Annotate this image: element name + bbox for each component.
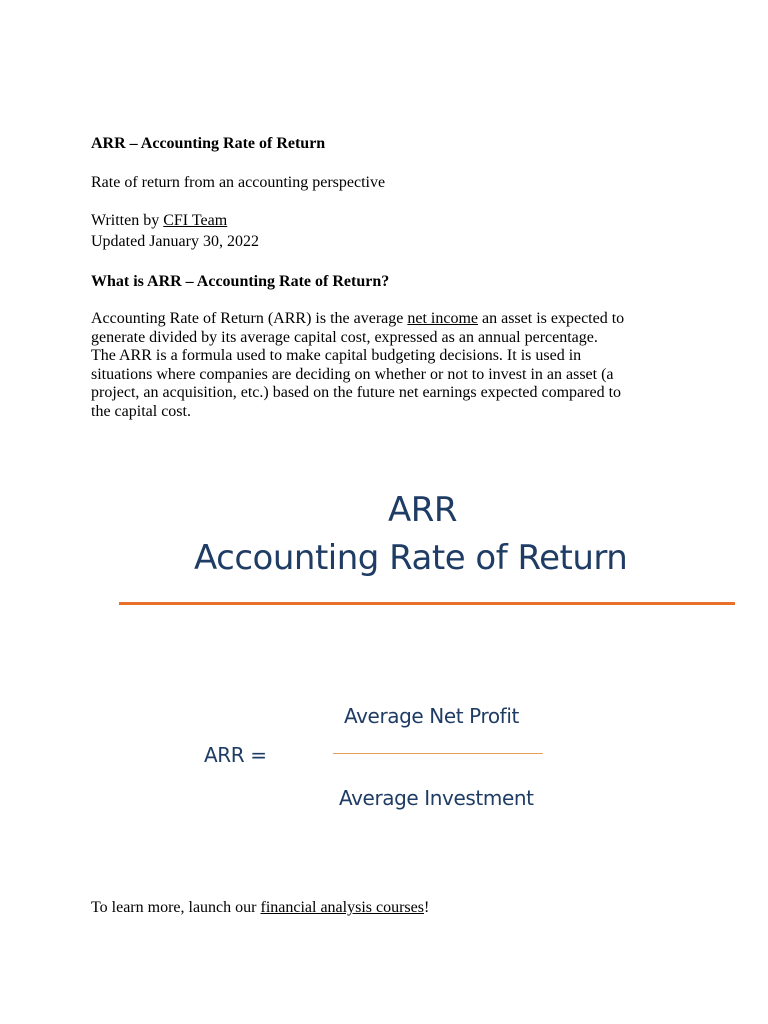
- formula-numerator: Average Net Profit: [344, 704, 519, 728]
- body-paragraph: [91, 310, 691, 422]
- subtitle: Rate of return from an accounting perspective: [91, 174, 386, 191]
- paragraph-text: an asset is expected to: [478, 310, 625, 327]
- byline: [91, 210, 227, 231]
- paragraph-line: The ARR is a formula used to make capital budgeting decisions. It is used in: [91, 347, 582, 365]
- footer-text: [91, 897, 429, 918]
- net-income-link[interactable]: net income: [407, 310, 478, 327]
- footer-suffix: !: [423, 899, 430, 916]
- byline-prefix: Written by: [91, 212, 164, 229]
- footer-prefix: To learn more, launch our: [91, 899, 261, 916]
- section-heading: What is ARR – Accounting Rate of Return?: [91, 273, 390, 290]
- paragraph-line: project, an acquisition, etc.) based on the future net earnings expected compared to: [91, 384, 622, 402]
- figure-heading-full: Accounting Rate of Return: [194, 538, 628, 578]
- paragraph-line: generate divided by its average capital cost, expressed as an annual percentage.: [91, 328, 598, 346]
- courses-link[interactable]: financial analysis courses: [260, 899, 424, 916]
- page-title: ARR – Accounting Rate of Return: [91, 135, 326, 152]
- paragraph-text: Accounting Rate of Return (ARR) is the average: [91, 310, 408, 327]
- updated-date: Updated January 30, 2022: [91, 233, 259, 250]
- fraction-bar: [333, 753, 543, 754]
- figure-heading-acronym: ARR: [388, 490, 458, 530]
- paragraph-line: [91, 310, 691, 329]
- formula-lhs: ARR =: [204, 743, 267, 767]
- paragraph-line: situations where companies are deciding on whether or not to invest in an asset (a: [91, 365, 614, 383]
- paragraph-line: the capital cost.: [91, 402, 191, 420]
- figure-divider: [119, 602, 735, 605]
- formula-denominator: Average Investment: [339, 786, 534, 810]
- author-link[interactable]: CFI Team: [163, 212, 228, 229]
